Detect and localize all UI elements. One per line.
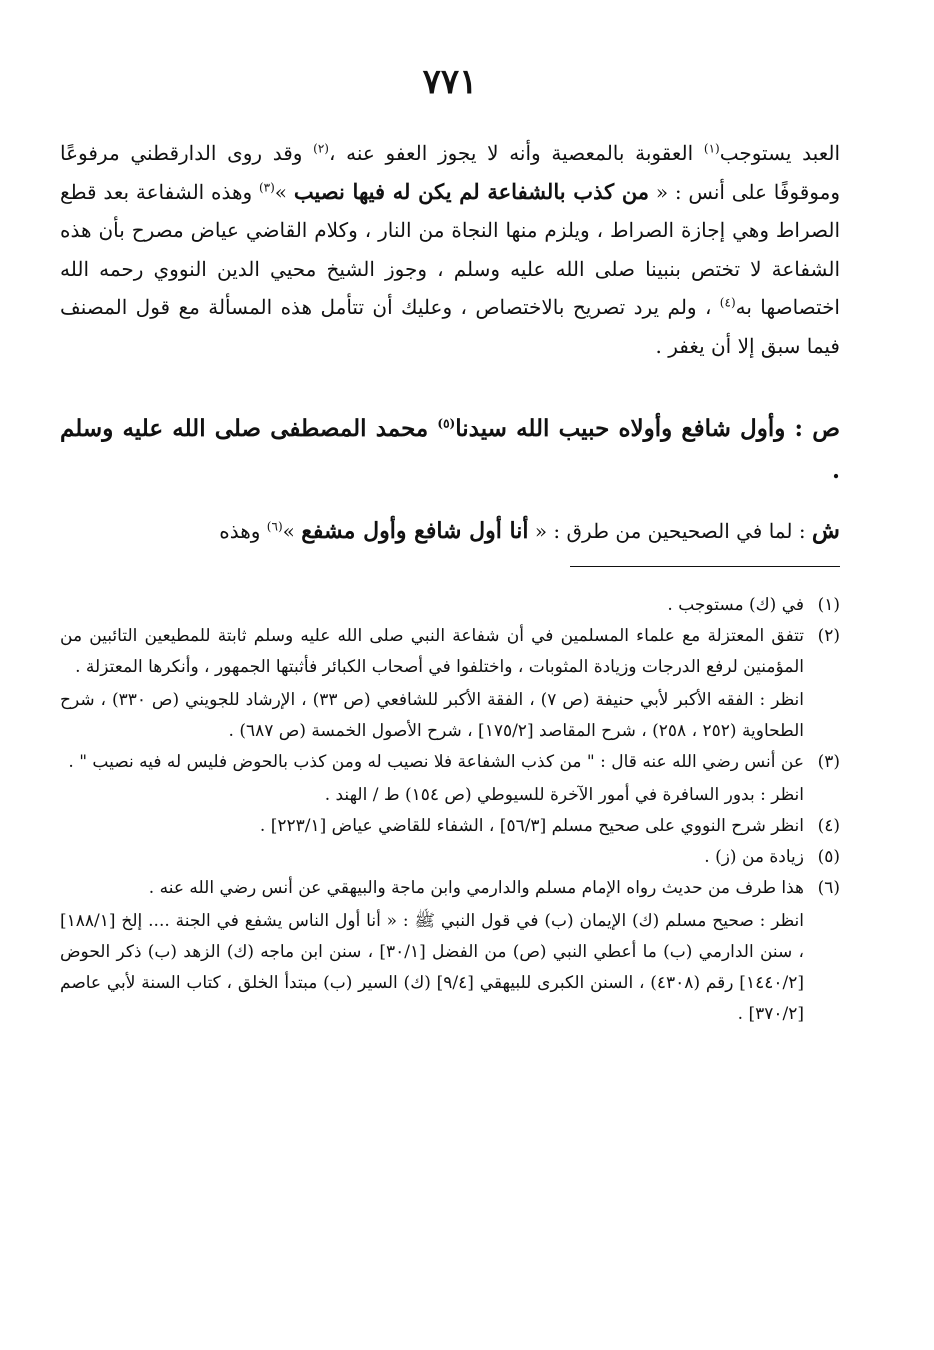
- commentary-paragraph: [60, 134, 840, 365]
- footnote-body: [60, 747, 804, 811]
- footnote-body: [60, 842, 804, 873]
- footnote-source: انظر : الفقه الأكبر لأبي حنيفة (ص ٧) ، الفقة الأكبر للشافعي (ص ٣٣) ، الإرشاد للجويني (ص ٣٣٠) ، شرح الطحاوية (٢٥٢ ، ٢٥٨) ، شرح المقاصد [١٧٥/٢] ، شرح الأصول الخمسة (ص ٦٨٧) .: [60, 690, 804, 741]
- footnote-ref-1: (١): [703, 141, 720, 156]
- matn-paragraph: [60, 408, 840, 492]
- text-segment: وهذه الشفاعة بعد قطع الصراط وهي إجازة الصراط ، ويلزم منها النجاة من النار ، وكلام القاضي عياض مصرح بأن هذه الشفاعة لا تختص بنبينا صلى الله عليه وسلم ، وجوز الشيخ محيي الدين النووي رحمه الله اختصاصها به: [60, 179, 840, 319]
- footnote-ref-2: (٢): [313, 141, 329, 156]
- footnote-divider: [570, 566, 840, 567]
- sharh-paragraph: [60, 512, 840, 550]
- book-page: [60, 0, 840, 1350]
- footnote-text: تتفق المعتزلة مع علماء المسلمين في أن شفاعة النبي صلى الله عليه وسلم ثابتة للمطيعين التائبين من المؤمنين لرفع الدرجات وزيادة المثوبات ، واختلفوا في أصحاب الكبائر فأثبتها الجمهور ، وأنكرها المعتزلة .: [60, 626, 804, 677]
- footnote-5: [60, 842, 840, 873]
- text-segment: : لما في الصحيحين من طرق : «: [528, 519, 812, 543]
- text-segment: العقوبة بالمعصية وأنه لا يجوز العفو عنه ،: [328, 141, 704, 165]
- footnote-ref-6: (٦): [266, 519, 283, 534]
- sharh-marker: ش: [811, 517, 840, 544]
- footnote-text: هذا طرف من حديث رواه الإمام مسلم والدارمي وابن ماجة والبيهقي عن أنس رضي الله عنه .: [148, 878, 804, 898]
- text-segment: ، ولم يرد تصريح بالاختصاص ، وعليك أن تتأمل هذه المسألة مع قول المصنف فيما سبق إلا أن يغفر .: [60, 295, 840, 358]
- footnote-body: [60, 873, 804, 1030]
- footnote-number: (٤): [817, 816, 840, 836]
- footnote-source: انظر : بدور السافرة في أمور الآخرة للسيوطي (ص ١٥٤) ط / الهند .: [324, 785, 804, 805]
- footnote-number: (٦): [817, 878, 840, 898]
- text-segment: محمد المصطفى صلى الله عليه وسلم .: [60, 415, 840, 484]
- footnote-4: [60, 811, 840, 842]
- footnote-ref-5: (٥): [437, 416, 456, 431]
- hadith-quote: أنا أول شافع وأول مشفع: [301, 518, 529, 544]
- text-segment: العبد يستوجب: [719, 141, 841, 165]
- text-segment: »: [282, 519, 302, 543]
- footnote-number: (٣): [817, 752, 840, 772]
- footnote-ref-4: (٤): [719, 295, 736, 310]
- footnote-number: (٢): [817, 626, 840, 646]
- text-segment: ص : وأول شافع وأولاه حبيب الله سيدنا: [455, 415, 840, 442]
- footnote-text: عن أنس رضي الله عنه قال : " من كذب الشفاعة فلا نصيب له ومن كذب بالحوض فليس له فيه نصيب " .: [68, 752, 804, 772]
- footnote-text: في (ك) مستوجب .: [667, 595, 804, 615]
- footnote-body: [60, 621, 804, 747]
- footnote-ref-3: (٣): [258, 179, 275, 194]
- footnote-6: [60, 873, 840, 1030]
- footnote-3: [60, 747, 840, 811]
- text-segment: وقد روى الدارقطني مرفوعًا وموقوفًا على أنس : «: [60, 141, 841, 204]
- text-segment: وهذه: [219, 519, 267, 543]
- hadith-quote: من كذب بالشفاعة لم يكن له فيها نصيب: [293, 178, 650, 204]
- footnote-2: [60, 621, 840, 747]
- footnote-number: (٥): [817, 847, 840, 867]
- footnotes-list: [60, 590, 840, 1030]
- footnote-number: (١): [817, 595, 840, 615]
- footnote-text: زيادة من (ز) .: [704, 847, 804, 867]
- footnote-source: انظر : صحيح مسلم (ك) الإيمان (ب) في قول النبي ﷺ : « أنا أول الناس يشفع في الجنة .... إلخ [١٨٨/١] ، سنن الدارمي (ب) ما أعطي النبي (ص) من الفضل [٣٠/١] ، سنن ابن ماجه (ك) الزهد (ب) ذكر الحوض [١٤٤٠/٢] رقم (٤٣٠٨) ، السنن الكبرى للبيهقي [٩/٤] (ك) السير (ب) مبتدأ الخلق ، كتاب السنة لأبي عاصم [٣٧٠/٢] .: [60, 911, 805, 1024]
- page-number: ٧٧١: [422, 62, 478, 102]
- footnote-body: [60, 811, 804, 842]
- footnote-body: [60, 590, 804, 621]
- footnote-1: [60, 590, 840, 621]
- text-segment: »: [274, 179, 294, 204]
- footnote-text: انظر شرح النووي على صحيح مسلم [٥٦/٣] ، الشفاء للقاضي عياض [٢٢٣/١] .: [259, 816, 804, 836]
